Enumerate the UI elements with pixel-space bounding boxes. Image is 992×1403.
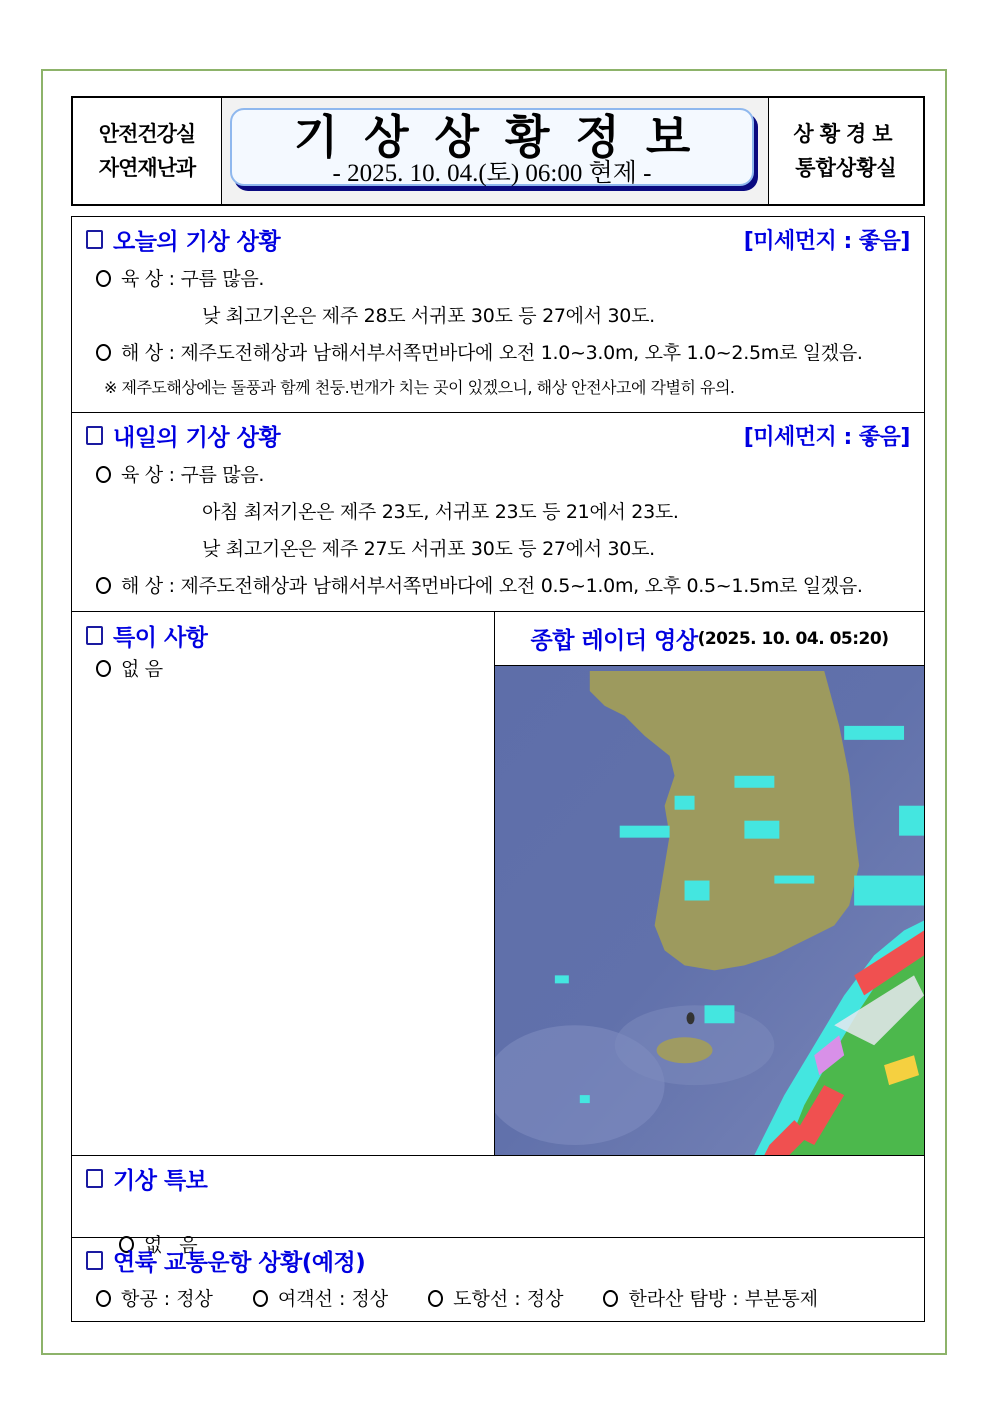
sea-label: 해 상 : — [121, 342, 175, 364]
tomorrow-title: 내일의 기상 상황 — [113, 424, 281, 451]
traffic-section — [71, 1237, 925, 1322]
section-title — [86, 619, 207, 652]
section-header — [72, 413, 924, 457]
circle-bullet-icon — [603, 1290, 618, 1307]
radar-title: 종합 레이더 영상 — [530, 628, 698, 654]
land-forecast — [72, 261, 924, 298]
sea-text: 제주도전해상과 남해서부서쪽먼바다에 오전 1.0~3.0m, 오후 1.0~2.5m로 일겠음. — [180, 342, 863, 364]
land-label: 육 상 : — [121, 464, 175, 486]
circle-bullet-icon — [96, 1290, 111, 1307]
section-title — [86, 1244, 365, 1277]
department-line-1: 안전건강실 — [98, 122, 196, 146]
circle-bullet-icon — [428, 1290, 443, 1307]
traffic-item-island-ferry — [428, 1282, 563, 1316]
warning-title: 기상 특보 — [113, 1167, 208, 1194]
radar-map-graphic — [495, 666, 924, 1155]
issuing-department — [73, 98, 222, 204]
traffic-title: 연륙 교통운항 상황(예정) — [113, 1249, 366, 1276]
department-line-2: 자연재난과 — [98, 156, 196, 180]
section-title — [86, 223, 280, 256]
land-forecast-detail: 낮 최고기온은 제주 28도 서귀포 30도 등 27에서 30도. — [202, 305, 655, 327]
min-temp-detail: 아침 최저기온은 제주 23도, 서귀포 23도 등 21에서 23도. — [202, 501, 679, 523]
title-area — [222, 98, 768, 204]
land-label: 육 상 : — [121, 268, 175, 290]
section-header — [72, 612, 494, 658]
special-text — [72, 658, 494, 680]
safety-note: ※ 제주도해상에는 돌풍과 함께 천둥.번개가 치는 곳이 있겠으니, 해상 안전사고에 각별히 유의. — [104, 378, 735, 397]
traffic-status-list — [72, 1282, 924, 1316]
traffic-label: 항공 : 정상 — [121, 1288, 213, 1310]
checkbox-icon — [86, 1251, 103, 1270]
circle-bullet-icon — [96, 466, 111, 483]
document-header — [71, 96, 925, 206]
max-temp-detail: 낮 최고기온은 제주 27도 서귀포 30도 등 27에서 30도. — [202, 538, 655, 560]
sea-forecast — [72, 568, 924, 605]
circle-bullet-icon — [96, 270, 111, 287]
checkbox-icon — [86, 426, 103, 445]
land-text: 구름 많음. — [180, 268, 265, 290]
weather-warning-section — [71, 1155, 925, 1256]
checkbox-icon — [86, 1169, 103, 1188]
section-header — [72, 1238, 924, 1282]
traffic-label: 여객선 : 정상 — [277, 1288, 389, 1310]
radar-image — [495, 666, 924, 1155]
situation-room-line-1: 상황경보 — [793, 122, 899, 146]
circle-bullet-icon — [96, 344, 111, 361]
circle-bullet-icon — [96, 577, 111, 594]
special-and-radar — [71, 611, 925, 1156]
title-box — [230, 108, 754, 186]
radar-section — [495, 612, 924, 1155]
page-title: 기상상황정보 — [293, 110, 717, 164]
section-title — [86, 419, 280, 452]
land-forecast — [72, 457, 924, 494]
radar-header — [495, 612, 924, 666]
situation-room-line-2: 통합상황실 — [795, 156, 897, 180]
sea-label: 해 상 : — [121, 575, 175, 597]
situation-room — [768, 98, 923, 204]
fine-dust-status: [미세먼지 : 좋음] — [743, 424, 910, 450]
today-title: 오늘의 기상 상황 — [113, 228, 281, 255]
tomorrow-weather-section — [71, 412, 925, 612]
circle-bullet-icon — [253, 1290, 268, 1307]
section-header — [72, 1156, 924, 1200]
special-value: 없 음 — [121, 658, 163, 680]
traffic-item-air — [96, 1282, 213, 1316]
land-text: 구름 많음. — [180, 464, 265, 486]
checkbox-icon — [86, 626, 103, 645]
circle-bullet-icon — [96, 660, 111, 677]
section-title — [86, 1162, 207, 1195]
warning-value: 없 음 — [143, 1234, 198, 1256]
traffic-item-ferry — [253, 1282, 388, 1316]
traffic-label: 한라산 탐방 : 부분통제 — [628, 1288, 819, 1310]
traffic-label: 도항선 : 정상 — [453, 1288, 564, 1310]
sea-text: 제주도전해상과 남해서부서쪽먼바다에 오전 0.5~1.0m, 오후 0.5~1.5m로 일겠음. — [180, 575, 863, 597]
special-notes-section — [72, 612, 495, 1155]
special-title: 특이 사항 — [113, 624, 208, 651]
radar-timestamp: (2025. 10. 04. 05:20) — [697, 628, 889, 649]
fine-dust-status: [미세먼지 : 좋음] — [743, 228, 910, 254]
section-header — [72, 217, 924, 261]
sea-forecast — [72, 335, 924, 372]
report-datetime: - 2025. 10. 04.(토) 06:00 현제 - — [332, 160, 652, 187]
checkbox-icon — [86, 230, 103, 249]
traffic-item-hallasan — [603, 1282, 818, 1316]
today-weather-section — [71, 216, 925, 413]
